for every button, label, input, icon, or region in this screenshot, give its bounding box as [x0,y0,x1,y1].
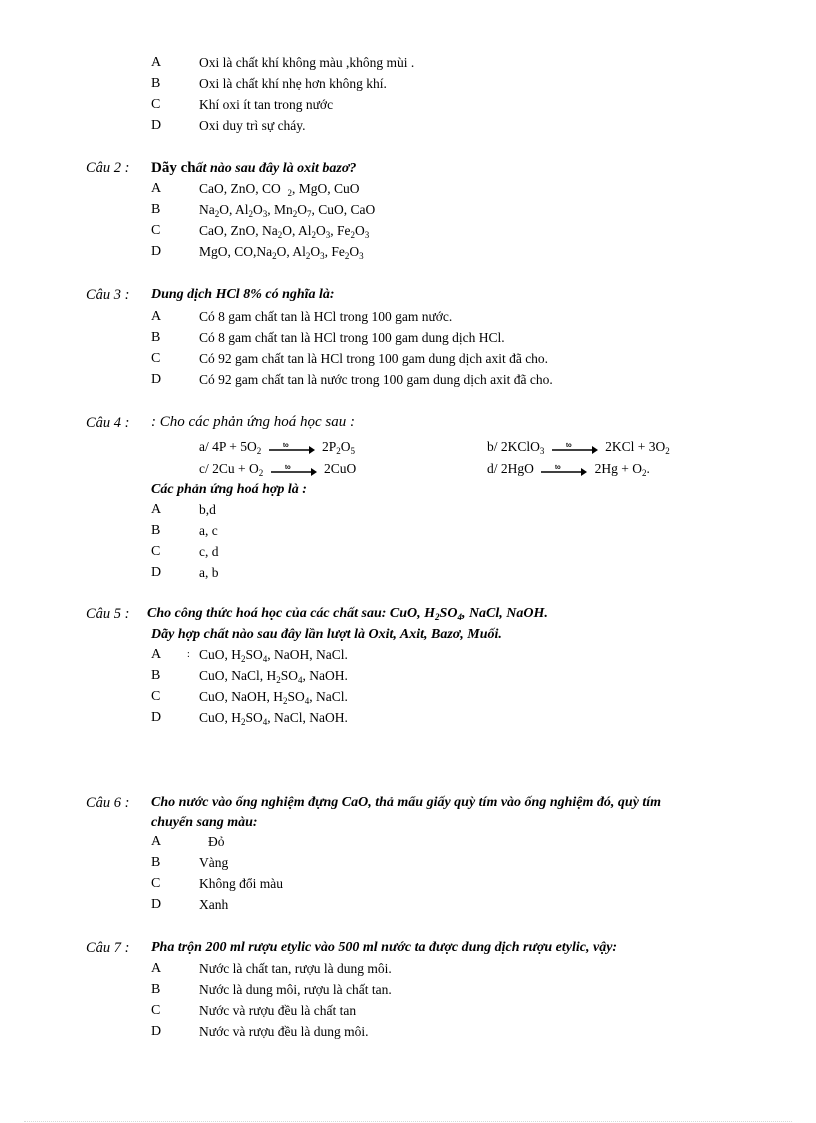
heat-mark: to [565,442,572,449]
q5-label: Câu 5 : [86,606,130,622]
q3-title: Dung dịch HCl 8% có nghĩa là: [151,287,335,302]
q2-option-d-letter: D [151,244,162,259]
subscript: 4 [262,717,268,727]
text-part: SO [245,647,263,662]
q3-option-c-letter: C [151,351,161,366]
q2-label: Câu 2 : [86,160,130,176]
q2-title-prefix: Dãy ch [151,160,196,176]
q7-option-d-text: Nước và rượu đều là dung môi. [199,1024,369,1039]
q7-label: Câu 7 : [86,940,130,956]
text-part: CuO, H [199,710,242,725]
subscript: 2 [305,251,311,261]
q1-option-a-letter: A [151,55,162,70]
q5-option-b-letter: B [151,668,161,683]
heat-mark: to [284,464,291,471]
text-part: , Fe [330,223,351,238]
q1-option-b-letter: B [151,76,161,91]
text-part: O [310,244,321,259]
q2-title-rest: ất nào sau đây là oxit bazơ? [195,161,357,176]
q6-option-d-text: Xanh [199,897,229,912]
q6-option-c-text: Không đổi màu [199,876,283,891]
q4-option-a-text: b,d [199,502,216,517]
reaction-c [199,460,356,478]
q4-option-b-text: a, c [199,523,218,538]
text-part: MgO, CO,Na [199,244,273,259]
heat-mark: to [555,464,561,471]
reaction-arrow-icon [541,463,587,477]
subscript: 2 [241,654,246,664]
q3-option-c-text: Có 92 gam chất tan là HCl trong 100 gam dung dịch axit đã cho. [199,351,549,366]
subscript: 2 [272,251,277,261]
text-part: CuO, NaOH, H [199,689,283,704]
subscript: 2 [336,446,341,456]
q1-option-d-text: Oxi duy trì sự cháy. [199,118,306,133]
text-part: O, Al [219,202,249,217]
q4-option-d-text: a, b [199,565,219,580]
subscript: 2 [258,468,264,478]
subscript: 2 [287,188,292,198]
text-part: b/ 2KClO [487,439,540,454]
subscript: 2 [214,209,220,219]
q7-title: Pha trộn 200 ml rượu etylic vào 500 ml nước ta được dung dịch rượu etylic, vậy: [151,940,618,955]
q5-option-c-text [199,688,348,706]
text-part: . [646,461,650,476]
text-part: CuO, H [199,647,242,662]
subscript: 2 [435,612,440,622]
subscript: 2 [241,717,246,727]
text-part: c/ 2Cu + O [199,461,259,476]
subscript: 4 [262,654,268,664]
reaction-b [487,438,670,456]
text-part: , NaCl, NaOH. [267,710,348,725]
subscript: 3 [320,251,325,261]
q4-subtitle: Các phản ứng hoá hợp là : [151,482,307,497]
subscript: 2 [665,446,670,456]
q1-option-c-letter: C [151,97,161,112]
text-part: O [253,202,263,217]
subscript: 3 [539,446,545,456]
text-part: , NaCl, NaOH. [461,606,548,621]
subscript: 7 [307,209,312,219]
q5-option-c-letter: C [151,689,161,704]
subscript: 3 [364,230,370,240]
subscript: 4 [304,696,310,706]
subscript: 2 [283,696,288,706]
reaction-a [199,438,355,456]
q3-label: Câu 3 : [86,287,130,303]
q6-title-line2: chuyển sang màu: [151,815,258,830]
text-part: SO [280,668,299,683]
text-part: , NaOH. [302,668,348,683]
q2-option-b-letter: B [151,202,161,217]
q7-option-a-letter: A [151,961,162,976]
text-part: Cho công thức hoá học của các chất sau: CuO, H [147,606,436,621]
text-part: SO [245,710,263,725]
q4-label: Câu 4 : [86,415,130,431]
subscript: 3 [262,209,268,219]
q4-option-b-letter: B [151,523,161,538]
text-part: a/ 4P + 5O [199,439,257,454]
q4-option-c-letter: C [151,544,161,559]
subscript: 3 [325,230,331,240]
subscript: 2 [256,446,262,456]
q3-option-d-letter: D [151,372,162,387]
text-part: O, Al [282,223,312,238]
subscript: 2 [248,209,254,219]
text-part: SO [439,606,458,621]
subscript: 2 [277,230,283,240]
text-part: CuO, NaCl, H [199,668,277,683]
q2-option-a-text [199,180,360,198]
reaction-arrow-icon [271,463,317,477]
q2-option-b-text [199,201,375,219]
q3-option-a-letter: A [151,309,162,324]
q7-option-d-letter: D [151,1024,162,1039]
text-part: O [349,244,360,259]
q5-title [147,605,548,623]
q6-option-a-letter: A [151,834,162,849]
subscript: 2 [276,675,281,685]
q6-option-b-letter: B [151,855,161,870]
q2-option-a-letter: A [151,181,162,196]
q2-option-c-text [199,222,369,240]
text-part: O, Al [276,244,306,259]
subscript: 4 [457,612,462,622]
q4-option-d-letter: D [151,565,162,580]
q4-option-c-text: c, d [199,544,219,559]
q2-option-c-letter: C [151,223,161,238]
heat-mark: to [282,442,289,449]
text-part: , CuO, CaO [311,202,376,217]
page-bottom-divider [24,1121,792,1122]
q5-option-b-text [199,667,348,685]
q7-option-c-text: Nước và rượu đều là chất tan [199,1003,357,1018]
q6-option-c-letter: C [151,876,161,891]
q6-label: Câu 6 : [86,795,130,811]
q1-option-c-text: Khí oxi ít tan trong nước [199,97,334,112]
subscript: 5 [350,446,356,456]
q3-option-b-letter: B [151,330,161,345]
text-part: , Fe [324,244,345,259]
q4-option-a-letter: A [151,502,162,517]
subscript: 2 [642,468,647,478]
q5-title-line2: Dãy hợp chất nào sau đây lần lượt là Oxit, Axit, Bazơ, Muối. [151,627,502,642]
q5-option-d-text [199,709,348,727]
text-part: 2Hg + O [594,461,642,476]
q3-option-b-text: Có 8 gam chất tan là HCl trong 100 gam dung dịch HCl. [199,330,505,345]
reaction-d [487,460,650,478]
text-part: , NaCl. [309,689,348,704]
q5-option-a-prefix: : [187,649,190,660]
q6-option-b-text: Vàng [199,855,229,870]
q6-option-d-letter: D [151,897,162,912]
q7-option-b-letter: B [151,982,161,997]
q2-option-d-text [199,243,364,261]
text-part: 2CuO [324,461,357,476]
text-part: CaO, ZnO, CO [199,181,281,196]
text-part: Na [199,202,215,217]
subscript: 2 [292,209,298,219]
q7-option-a-text: Nước là chất tan, rượu là dung môi. [199,961,392,976]
reaction-arrow-icon [552,441,598,455]
text-part: 2KCl + 3O [605,439,666,454]
q7-option-b-text: Nước là dung môi, rượu là chất tan. [199,982,392,997]
q7-option-c-letter: C [151,1003,161,1018]
text-part: O [355,223,365,238]
q4-title-text: : Cho các phản ứng hoá học sau : [151,414,355,430]
q1-option-a-text: Oxi là chất khí không màu ,không mùi . [199,55,415,70]
q6-option-a-text: Đỏ [208,834,225,849]
q5-option-d-letter: D [151,710,162,725]
q6-title-line1: Cho nước vào ống nghiệm đựng CaO, thả mẩu giấy quỳ tím vào ống nghiệm đó, quỳ tím [151,795,662,810]
text-part: SO [287,689,305,704]
subscript: 2 [350,230,355,240]
subscript: 2 [344,251,350,261]
text-part: d/ 2HgO [487,461,534,476]
q3-option-d-text: Có 92 gam chất tan là nước trong 100 gam dung dịch axit đã cho. [199,372,553,387]
q2-title [151,159,356,178]
text-part: CaO, ZnO, Na [199,223,278,238]
subscript: 2 [311,230,316,240]
text-part: O [316,223,326,238]
subscript: 4 [298,675,303,685]
q5-option-a-text [199,646,348,664]
reaction-arrow-icon [269,441,315,455]
text-part: O [340,439,351,454]
text-part: O [297,202,308,217]
text-part: , NaOH, NaCl. [267,647,348,662]
text-part: , Mn [267,202,293,217]
q4-title [151,413,355,431]
text-part: , MgO, CuO [292,181,360,196]
q5-option-a-letter: A [151,647,162,662]
subscript: 3 [359,251,364,261]
text-part: 2P [322,439,337,454]
q1-option-d-letter: D [151,118,162,133]
q3-option-a-text: Có 8 gam chất tan là HCl trong 100 gam nước. [199,309,453,324]
q1-option-b-text: Oxi là chất khí nhẹ hơn không khí. [199,76,387,91]
